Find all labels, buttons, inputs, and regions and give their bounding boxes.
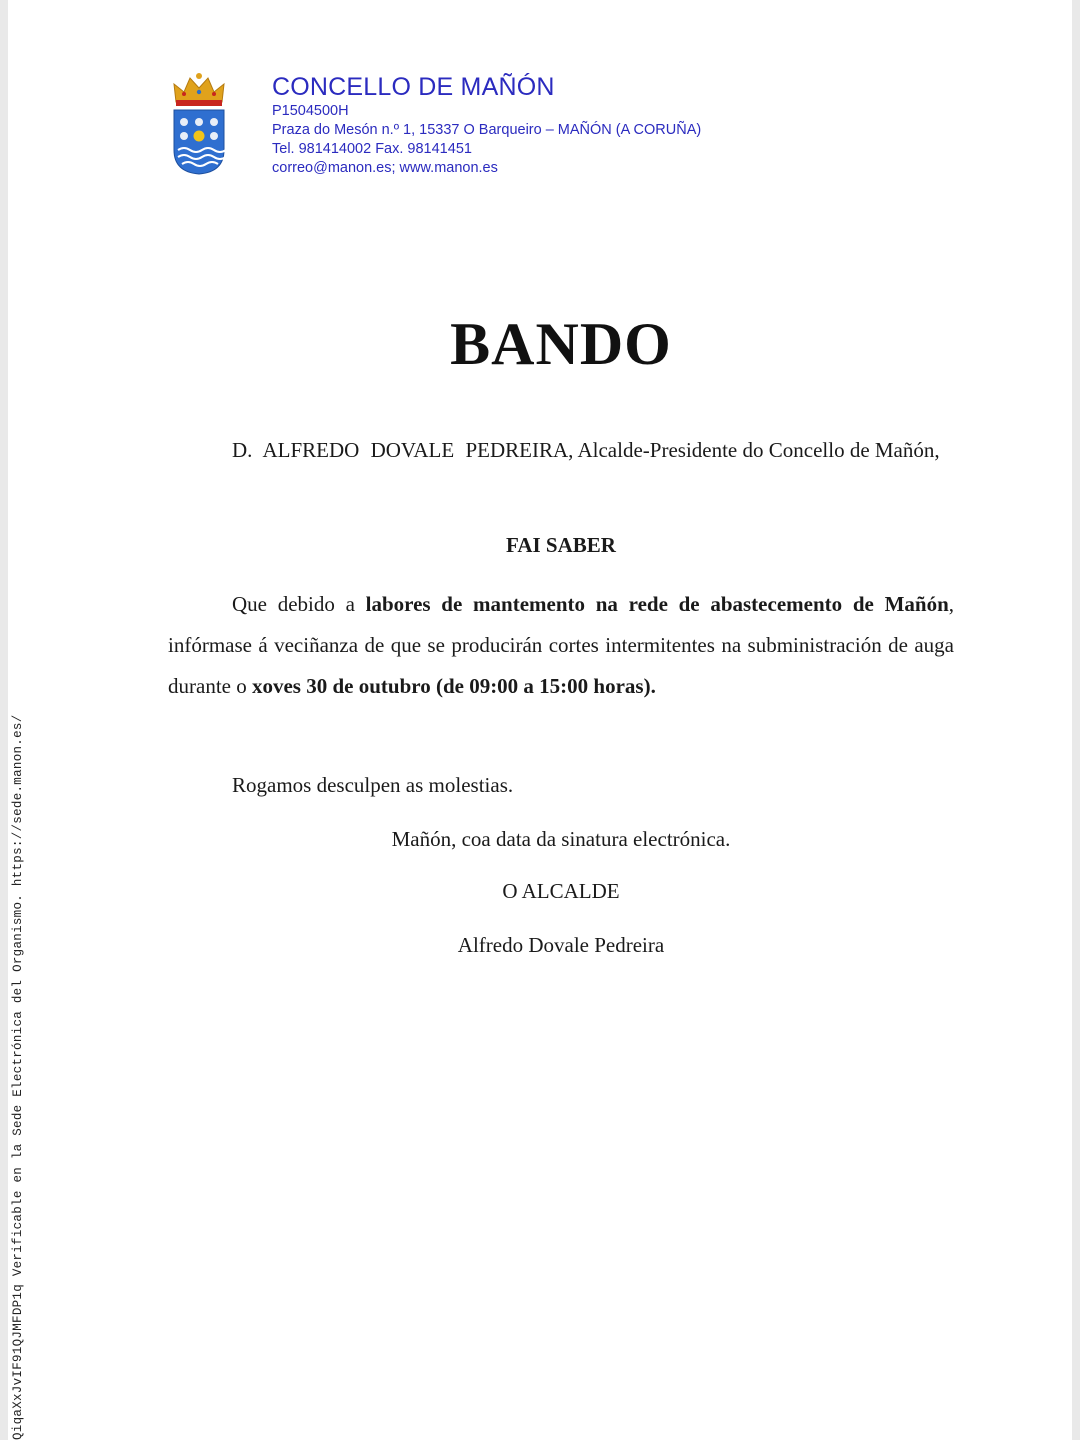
apology-text: Rogamos desculpen as molestias. — [232, 773, 514, 797]
notice-intro: Que debido a — [232, 592, 366, 616]
notice-date-time: xoves 30 de outubro (de 09:00 a 15:00 horas). — [251, 674, 656, 698]
issuer-name: D. ALFREDO DOVALE PEDREIRA, — [232, 438, 574, 462]
proclamation-heading: FAI SABER — [506, 533, 616, 557]
notice-detail: , infórmase á veciñanza de que se producirán cortes intermitentes na subministración de auga durante o — [168, 592, 954, 698]
signature-date-line: Mañón, coa data da sinatura electrónica. — [391, 827, 731, 851]
coat-of-arms-icon — [170, 72, 228, 176]
document-page — [8, 0, 1072, 1440]
signer-role: O ALCALDE — [502, 879, 620, 903]
issuer-role: Alcalde-Presidente do Concello de Mañón, — [573, 438, 940, 462]
verification-stamp: QiqaXxJvIF91QJMFDP1q Verificable en la Sede Electrónica del Organismo. https://sede.manon.es/ — [11, 714, 25, 1440]
issuer-paragraph — [168, 430, 954, 471]
notice-works: labores de mantemento na rede de abastecemento de Mañón — [365, 592, 949, 616]
council-code: P1504500H — [272, 103, 349, 119]
document-title: BANDO — [450, 311, 672, 377]
council-name: CONCELLO DE MAÑÓN — [272, 73, 555, 101]
notice-paragraph — [168, 584, 954, 707]
council-address: Praza do Mesón n.º 1, 15337 O Barqueiro – MAÑÓN (A CORUÑA) — [272, 122, 702, 138]
signer-name: Alfredo Dovale Pedreira — [457, 933, 665, 957]
council-contact: correo@manon.es; www.manon.es — [272, 160, 498, 176]
council-phone: Tel. 981414002 Fax. 98141451 — [272, 141, 472, 157]
letterhead — [272, 72, 872, 178]
